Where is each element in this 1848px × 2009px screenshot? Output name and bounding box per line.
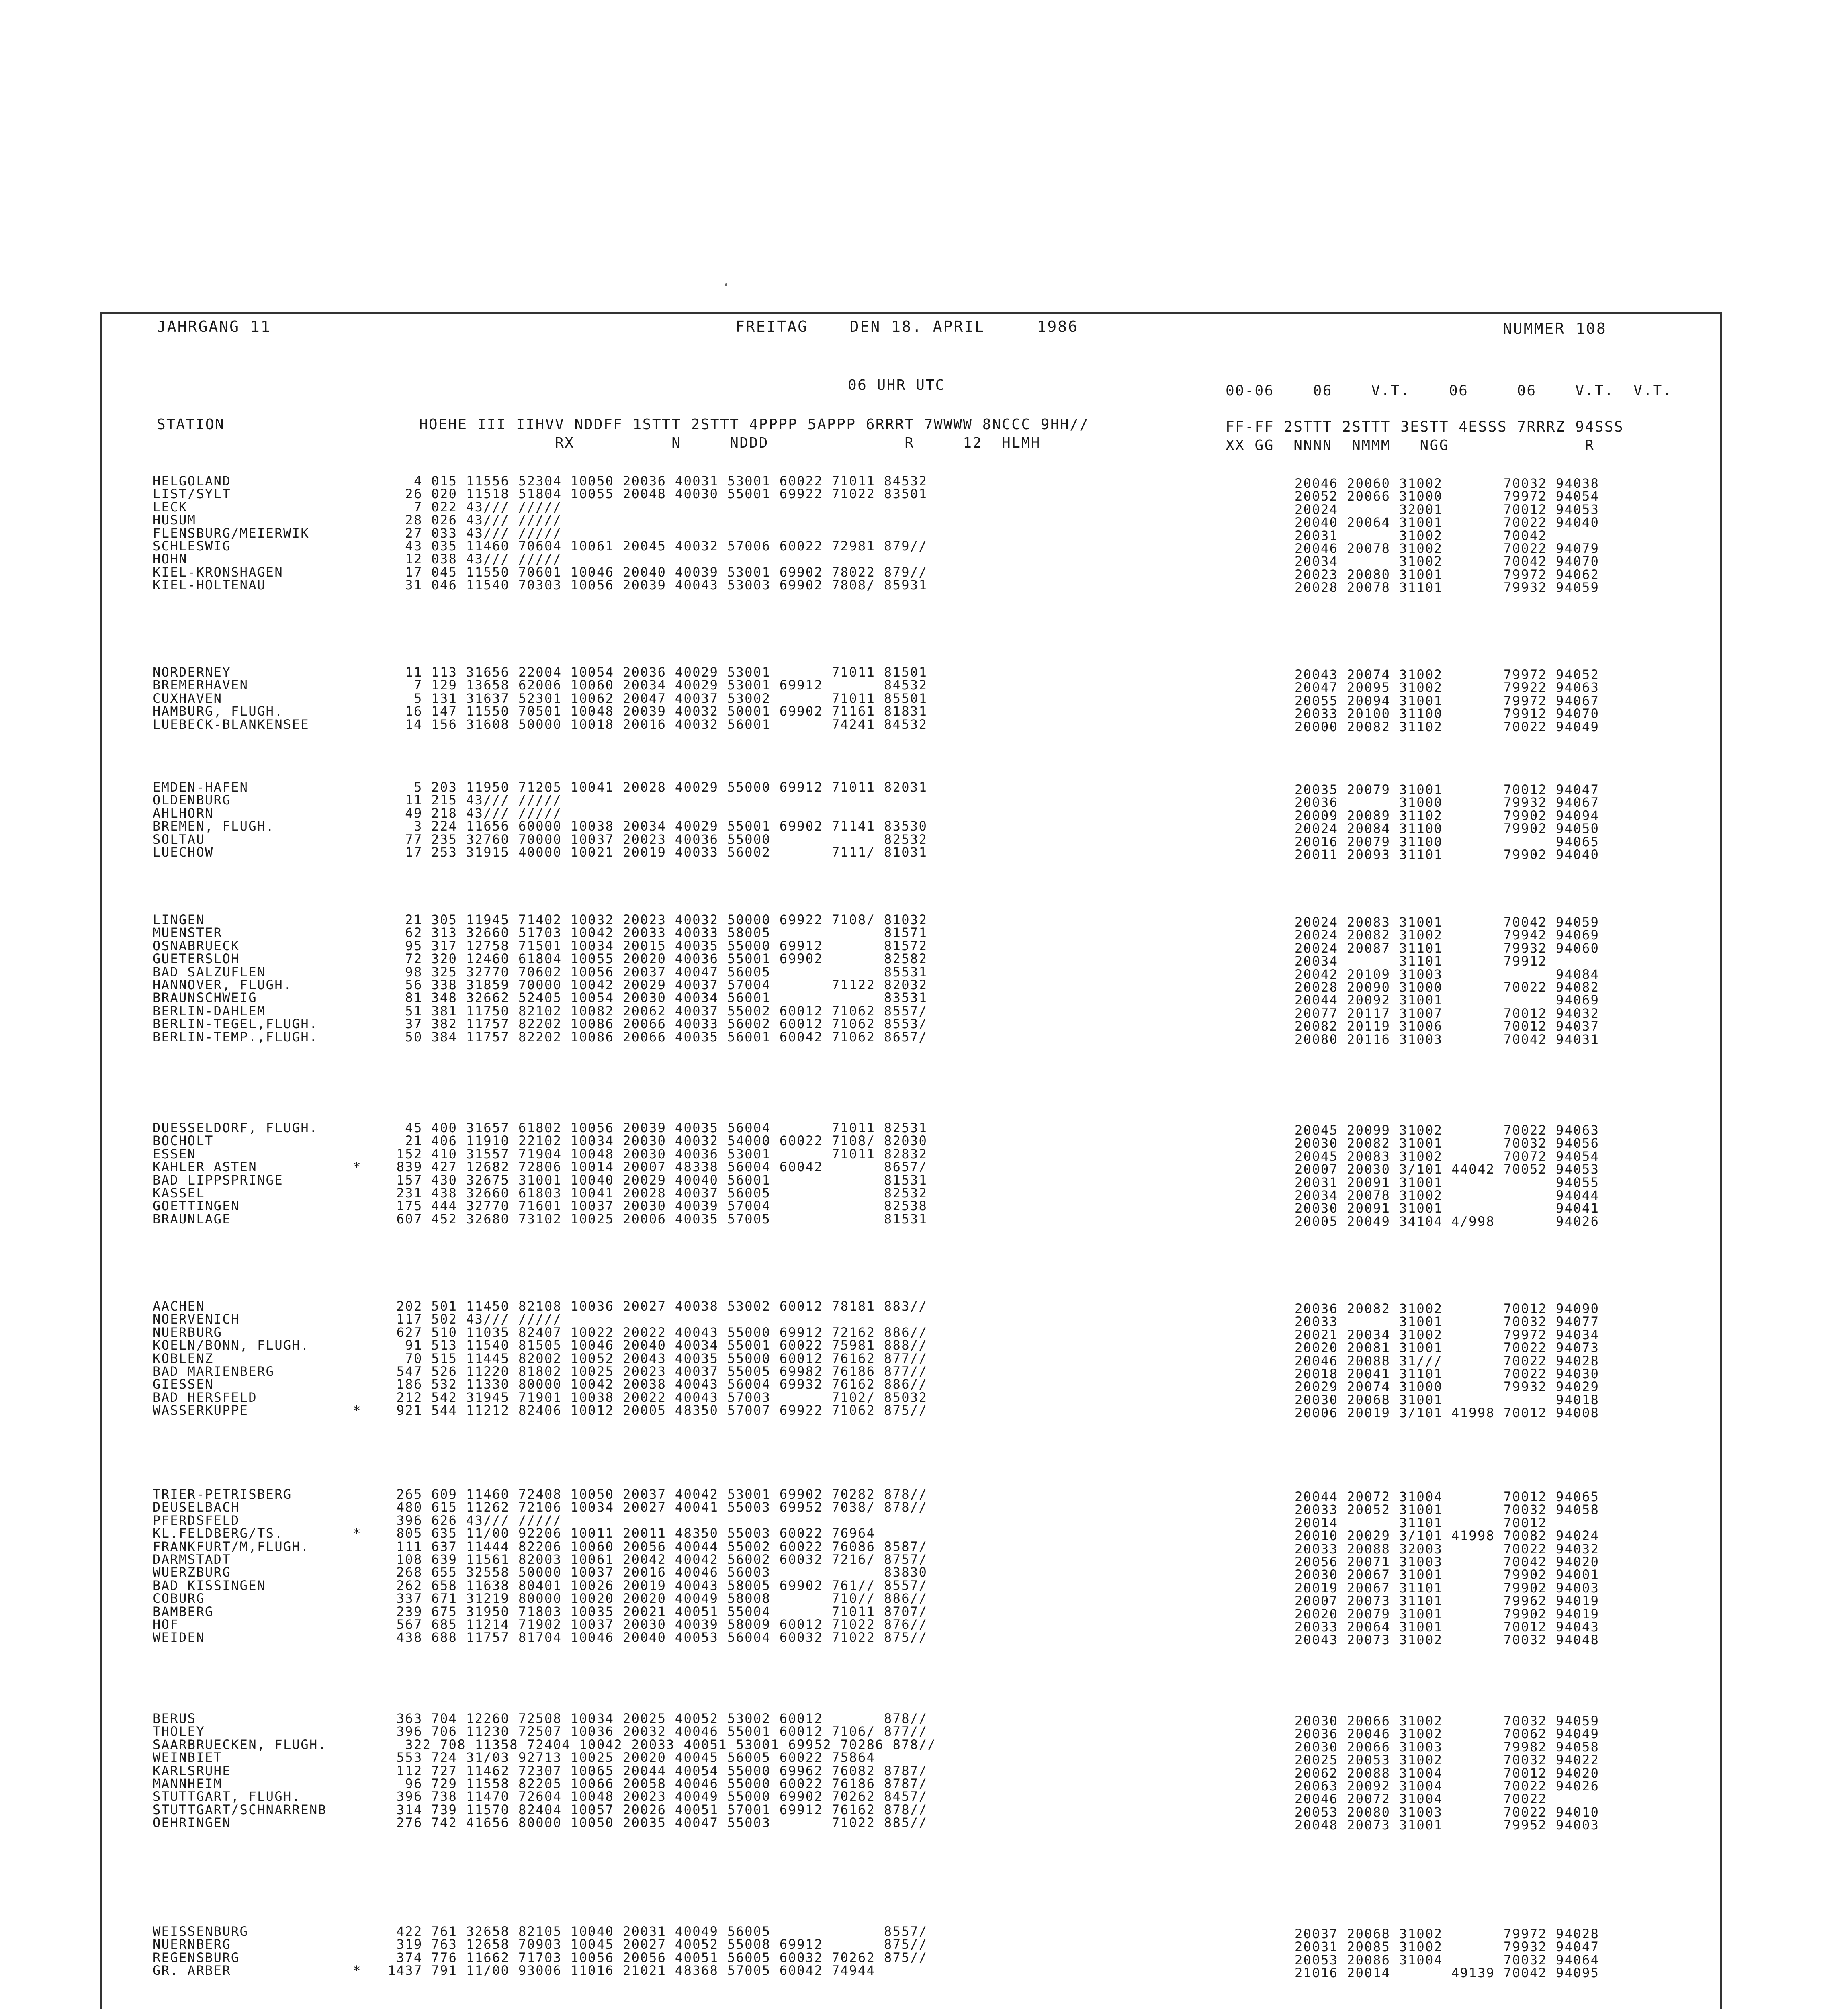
station-row: SAARBRUECKEN, FLUGH. 322 708 11358 72404 10042 20033 40051 53001 69952 70286 878//: [153, 1737, 936, 1752]
station-row: WEIDEN 438 688 11757 81704 10046 20040 40053 56004 60032 71022 875//: [153, 1630, 928, 1645]
station-row-extra: 20028 20078 31101 79932 94059: [1295, 580, 1600, 595]
station-row-extra: 20028 20090 31000 70022 94082: [1295, 980, 1600, 995]
station-row: HUSUM 28 026 43/// /////: [153, 512, 562, 528]
station-row: STUTTGART, FLUGH. 396 738 11470 72604 10048 20023 40049 55000 69902 70262 8457/: [153, 1789, 928, 1804]
station-row: WEINBIET 553 724 31/03 92713 10025 20020 40045 56005 60022 75864: [153, 1750, 876, 1766]
station-row: BRAUNLAGE 607 452 32680 73102 10025 20006 40035 57005 81531: [153, 1211, 928, 1227]
station-row: BAD KISSINGEN 262 658 11638 80401 10026 20019 40043 58005 69902 761// 8557/: [153, 1577, 928, 1593]
station-row: KARLSRUHE 112 727 11462 72307 10065 20044 40054 55000 69962 76082 8787/: [153, 1763, 928, 1778]
station-row: OSNABRUECK 95 317 12758 71501 10034 20015 40035 55000 69912 81572: [153, 938, 928, 953]
station-row-extra: 20036 20082 31002 70012 94090: [1295, 1301, 1600, 1316]
station-row-extra: 20024 20084 31100 79902 94050: [1295, 821, 1600, 837]
station-row: NUERBURG 627 510 11035 82407 10022 20022 40043 55000 69912 72162 886//: [153, 1324, 928, 1340]
station-row: MANNHEIM 96 729 11558 82205 10066 20058 40046 55000 60022 76186 8787/: [153, 1776, 928, 1791]
station-row-extra: 20056 20071 31003 70042 94020: [1295, 1554, 1600, 1569]
station-row: SCHLESWIG 43 035 11460 70604 10061 20045 40032 57006 60022 72981 879//: [153, 538, 928, 554]
station-row-extra: 20030 20068 31001 94018: [1295, 1392, 1600, 1408]
column-head-codes: STATION HOEHE III IIHVV NDDFF 1STTT 2STTT 4PPPP 5APPP 6RRRT 7WWWW 8NCCC 9HH//: [157, 416, 1089, 433]
station-row-extra: 20045 20099 31002 70022 94063: [1295, 1123, 1600, 1138]
station-row-extra: 21016 20014 49139 70042 94095: [1295, 1965, 1600, 1981]
station-row: FRANKFURT/M,FLUGH. 111 637 11444 82206 10060 20056 40044 55002 60022 76086 8587/: [153, 1538, 928, 1554]
station-row-extra: 20044 20072 31004 70012 94065: [1295, 1489, 1600, 1504]
station-row-extra: 20046 20060 31002 70032 94038: [1295, 476, 1600, 491]
station-row: LIST/SYLT 26 020 11518 51804 10055 20048 40030 55001 69922 71022 83501: [153, 486, 928, 502]
station-row-extra: 20019 20067 31101 79902 94003: [1295, 1580, 1600, 1596]
station-row: BAD MARIENBERG 547 526 11220 81802 10025 20023 40037 55005 69982 76186 877//: [153, 1364, 928, 1379]
station-row-extra: 20031 20091 31001 94055: [1295, 1174, 1600, 1190]
station-row: KOBLENZ 70 515 11445 82002 10052 20043 40035 55000 60012 76162 877//: [153, 1350, 928, 1366]
station-row: LUECHOW 17 253 31915 40000 10021 20019 40033 56002 7111/ 81031: [153, 845, 928, 860]
station-row-extra: 20055 20094 31001 79972 94067: [1295, 693, 1600, 708]
station-row-extra: 20033 20064 31001 70012 94043: [1295, 1619, 1600, 1635]
station-row-extra: 20035 20079 31001 70012 94047: [1295, 782, 1600, 797]
station-row: OEHRINGEN 276 742 41656 80000 10050 20035 40047 55003 71022 885//: [153, 1815, 928, 1831]
station-row-extra: 20021 20034 31002 79972 94034: [1295, 1327, 1600, 1342]
station-row-extra: 20044 20092 31001 94069: [1295, 992, 1600, 1008]
station-row-extra: 20062 20088 31004 70012 94020: [1295, 1765, 1600, 1781]
column-head-right-1: 00-06 06 V.T. 06 06 V.T. V.T.: [1226, 383, 1672, 399]
station-row-extra: 20010 20029 3/101 41998 70082 94024: [1295, 1528, 1600, 1544]
station-row-extra: 20007 20073 31101 79962 94019: [1295, 1593, 1600, 1609]
station-row-extra: 20000 20082 31102 70022 94049: [1295, 719, 1600, 734]
station-row: SOLTAU 77 235 32760 70000 10037 20023 40036 55000 82532: [153, 831, 928, 847]
station-row-extra: 20046 20072 31004 70022: [1295, 1791, 1547, 1807]
station-row: CUXHAVEN 5 131 31637 52301 10062 20047 40037 53002 71011 85501: [153, 690, 928, 706]
station-row: BERLIN-TEMP.,FLUGH. 50 384 11757 82202 10086 20066 40035 56001 60042 71062 8657/: [153, 1029, 928, 1045]
station-row-extra: 20031 20085 31002 79932 94047: [1295, 1939, 1600, 1955]
station-row: KL.FELDBERG/TS. * 805 635 11/00 92206 10011 20011 48350 55003 60022 76964: [153, 1526, 876, 1541]
station-row-extra: 20030 20091 31001 94041: [1295, 1201, 1600, 1216]
station-row-extra: 20009 20089 31102 79902 94094: [1295, 808, 1600, 823]
station-row: GUETERSLOH 72 320 12460 61804 10055 20020 40036 55001 69902 82582: [153, 951, 928, 967]
station-row-extra: 20030 20066 31002 70032 94059: [1295, 1713, 1600, 1729]
date-line: FREITAG DEN 18. APRIL 1986: [735, 318, 1079, 336]
station-row-extra: 20011 20093 31101 79902 94040: [1295, 847, 1600, 862]
station-row-extra: 20033 31001 70032 94077: [1295, 1314, 1600, 1330]
station-row: BERUS 363 704 12260 72508 10034 20025 40052 53002 60012 878//: [153, 1711, 928, 1726]
station-row: KIEL-KRONSHAGEN 17 045 11550 70601 10046 20040 40039 53001 69902 78022 879//: [153, 564, 928, 580]
station-row-extra: 20048 20073 31001 79952 94003: [1295, 1817, 1600, 1833]
station-row: NUERNBERG 319 763 12658 70903 10045 20027 40052 55008 69912 875//: [153, 1937, 928, 1952]
station-row-extra: 20030 20067 31001 79902 94001: [1295, 1567, 1600, 1583]
station-row: HELGOLAND 4 015 11556 52304 10050 20036 40031 53001 60022 71011 84532: [153, 473, 928, 489]
station-row: HANNOVER, FLUGH. 56 338 31859 70000 10042 20029 40037 57004 71122 82032: [153, 977, 928, 992]
station-row-extra: 20082 20119 31006 70012 94037: [1295, 1019, 1600, 1034]
station-row: BERLIN-TEGEL,FLUGH. 37 382 11757 82202 10086 20066 40033 56002 60012 71062 8553/: [153, 1016, 928, 1032]
station-row-extra: 20043 20073 31002 70032 94048: [1295, 1632, 1600, 1648]
station-row: WUERZBURG 268 655 32558 50000 10037 20016 40046 56003 83830: [153, 1565, 928, 1580]
station-row: REGENSBURG 374 776 11662 71703 10056 20056 40051 56005 60032 70262 875//: [153, 1950, 928, 1965]
issue-number: NUMMER 108: [1503, 320, 1607, 338]
station-row: LECK 7 022 43/// /////: [153, 499, 562, 515]
station-row-extra: 20042 20109 31003 94084: [1295, 966, 1600, 982]
station-row: LUEBECK-BLANKENSEE 14 156 31608 50000 10018 20016 40032 56001 74241 84532: [153, 716, 928, 732]
station-row: NORDERNEY 11 113 31656 22004 10054 20036 40029 53001 71011 81501: [153, 665, 928, 680]
station-row: STUTTGART/SCHNARRENB 314 739 11570 82404 10057 20026 40051 57001 69912 76162 878//: [153, 1802, 928, 1817]
station-row: KAHLER ASTEN * 839 427 12682 72806 10014 20007 48338 56004 60042 8657/: [153, 1159, 928, 1175]
station-row-extra: 20036 31000 79932 94067: [1295, 795, 1600, 810]
station-row-extra: 20053 20086 31004 70032 94064: [1295, 1952, 1600, 1968]
station-row-extra: 20024 20087 31101 79932 94060: [1295, 940, 1600, 956]
station-row: DUESSELDORF, FLUGH. 45 400 31657 61802 10056 20039 40035 56004 71011 82531: [153, 1120, 928, 1135]
station-row-extra: 20018 20041 31101 70022 94030: [1295, 1366, 1600, 1381]
station-row-extra: 20023 20080 31001 79972 94062: [1295, 567, 1600, 582]
station-row-extra: 20047 20095 31002 79922 94063: [1295, 680, 1600, 696]
station-row-extra: 20036 20046 31002 70062 94049: [1295, 1726, 1600, 1742]
station-row-extra: 20014 31101 70012: [1295, 1515, 1547, 1530]
station-row: WASSERKUPPE * 921 544 11212 82406 10012 20005 48350 57007 69922 71062 875//: [153, 1403, 928, 1418]
station-row: BAD LIPPSPRINGE 157 430 32675 31001 10040 20029 40040 56001 81531: [153, 1172, 928, 1188]
station-row: OLDENBURG 11 215 43/// /////: [153, 792, 562, 808]
station-row-extra: 20033 20052 31001 70032 94058: [1295, 1502, 1600, 1518]
column-head-right-2: FF-FF 2STTT 2STTT 3ESTT 4ESSS 7RRRZ 94SSS: [1226, 419, 1624, 435]
station-row: FLENSBURG/MEIERWIK 27 033 43/// /////: [153, 525, 562, 541]
station-row-extra: 20080 20116 31003 70042 94031: [1295, 1031, 1600, 1047]
station-row-extra: 20030 20066 31003 79982 94058: [1295, 1739, 1600, 1755]
station-row: BREMEN, FLUGH. 3 224 11656 60000 10038 20034 40029 55001 69902 71141 83530: [153, 818, 928, 834]
station-row: KOELN/BONN, FLUGH. 91 513 11540 81505 10046 20040 40034 55001 60022 75981 888//: [153, 1338, 928, 1353]
station-row: ESSEN 152 410 31557 71904 10048 20030 40036 53001 71011 82832: [153, 1146, 928, 1162]
station-row: DARMSTADT 108 639 11561 82003 10061 20042 40042 56002 60032 7216/ 8757/: [153, 1552, 928, 1567]
station-row-extra: 20007 20030 3/101 44042 70052 94053: [1295, 1162, 1600, 1177]
station-row: HOHN 12 038 43/// /////: [153, 551, 562, 567]
station-row: AACHEN 202 501 11450 82108 10036 20027 40038 53002 60012 78181 883//: [153, 1299, 928, 1314]
station-row-extra: 20034 20078 31002 94044: [1295, 1188, 1600, 1203]
column-head-right-3: XX GG NNNN NMMM NGG R: [1226, 437, 1595, 454]
scan-speck: [725, 283, 727, 286]
station-row: THOLEY 396 706 11230 72507 10036 20032 40046 55001 60012 7106/ 877//: [153, 1724, 928, 1739]
station-row: NOERVENICH 117 502 43/// /////: [153, 1311, 562, 1327]
station-row: HAMBURG, FLUGH. 16 147 11550 70501 10048 20039 40032 50001 69902 71161 81831: [153, 704, 928, 719]
station-row: KIEL-HOLTENAU 31 046 11540 70303 10056 20039 40043 53003 69902 7808/ 85931: [153, 577, 928, 593]
station-row-extra: 20020 20081 31001 70022 94073: [1295, 1340, 1600, 1356]
station-row-extra: 20030 20082 31001 70032 94056: [1295, 1135, 1600, 1151]
station-row: BOCHOLT 21 406 11910 22102 10034 20030 40032 54000 60022 7108/ 82030: [153, 1133, 928, 1149]
station-row-extra: 20046 20078 31002 70022 94079: [1295, 541, 1600, 556]
station-row: BAD SALZUFLEN 98 325 32770 70602 10056 20037 40047 56005 85531: [153, 964, 928, 980]
station-row: EMDEN-HAFEN 5 203 11950 71205 10041 20028 40029 55000 69912 71011 82031: [153, 779, 928, 795]
station-row: WEISSENBURG 422 761 32658 82105 10040 20031 40049 56005 8557/: [153, 1924, 928, 1939]
station-row-extra: 20034 31002 70042 94070: [1295, 554, 1600, 569]
station-row: BREMERHAVEN 7 129 13658 62006 10060 20034 40029 53001 69912 84532: [153, 677, 928, 693]
station-row-extra: 20025 20053 31002 70032 94022: [1295, 1752, 1600, 1768]
station-row-extra: 20033 20088 32003 70022 94032: [1295, 1541, 1600, 1557]
station-row: COBURG 337 671 31219 80000 10020 20020 40049 58008 710// 886//: [153, 1591, 928, 1606]
station-row-extra: 20029 20074 31000 79932 94029: [1295, 1379, 1600, 1395]
station-row: PFERDSFELD 396 626 43/// /////: [153, 1512, 562, 1528]
station-row-extra: 20020 20079 31001 79902 94019: [1295, 1606, 1600, 1622]
column-head-subcodes: RX N NDDD R 12 HLMH: [157, 435, 1041, 451]
station-row: TRIER-PETRISBERG 265 609 11460 72408 10050 20037 40042 53001 69902 70282 878//: [153, 1487, 928, 1502]
station-row-extra: 20063 20092 31004 70022 94026: [1295, 1778, 1600, 1794]
station-row: BAD HERSFELD 212 542 31945 71901 10038 20022 40043 57003 7102/ 85032: [153, 1389, 928, 1405]
station-row: HOF 567 685 11214 71902 10037 20030 40039 58009 60012 71022 876//: [153, 1617, 928, 1632]
station-row-extra: 20037 20068 31002 79972 94028: [1295, 1926, 1600, 1941]
jahrgang-label: JAHRGANG 11: [157, 318, 271, 336]
station-row: GR. ARBER * 1437 791 11/00 93006 11016 21021 48368 57005 60042 74944: [153, 1963, 876, 1978]
station-row-extra: 20052 20066 31000 79972 94054: [1295, 489, 1600, 504]
station-row-extra: 20034 31101 79912: [1295, 953, 1547, 969]
station-row: MUENSTER 62 313 32660 51703 10042 20033 40033 58005 81571: [153, 925, 928, 941]
station-row: BAMBERG 239 675 31950 71803 10035 20021 40051 55004 71011 8707/: [153, 1604, 928, 1619]
station-row-extra: 20046 20088 31/// 70022 94028: [1295, 1353, 1600, 1369]
station-row: DEUSELBACH 480 615 11262 72106 10034 20027 40041 55003 69952 7038/ 878//: [153, 1500, 928, 1515]
station-row: BRAUNSCHWEIG 81 348 32662 52405 10054 20030 40034 56001 83531: [153, 990, 928, 1006]
station-row: GOETTINGEN 175 444 32770 71601 10037 20030 40039 57004 82538: [153, 1198, 928, 1214]
station-row: AHLHORN 49 218 43/// /////: [153, 805, 562, 821]
station-row: BERLIN-DAHLEM 51 381 11750 82102 10082 20062 40037 55002 60012 71062 8557/: [153, 1003, 928, 1019]
station-row-extra: 20024 20083 31001 70042 94059: [1295, 914, 1600, 930]
station-row-extra: 20031 31002 70042: [1295, 528, 1547, 543]
station-row-extra: 20043 20074 31002 79972 94052: [1295, 667, 1600, 682]
station-row-extra: 20005 20049 34104 4/998 94026: [1295, 1213, 1600, 1229]
station-row-extra: 20016 20079 31100 94065: [1295, 834, 1600, 849]
station-row-extra: 20053 20080 31003 70022 94010: [1295, 1804, 1600, 1820]
station-row-extra: 20033 20100 31100 79912 94070: [1295, 706, 1600, 722]
station-row-extra: 20040 20064 31001 70022 94040: [1295, 515, 1600, 530]
station-row-extra: 20045 20083 31002 70072 94054: [1295, 1148, 1600, 1164]
station-row-extra: 20077 20117 31007 70012 94032: [1295, 1005, 1600, 1021]
station-row: GIESSEN 186 532 11330 80000 10042 20038 40043 56004 69932 76162 886//: [153, 1377, 928, 1392]
station-row: KASSEL 231 438 32660 61803 10041 20028 40037 56005 82532: [153, 1185, 928, 1201]
station-row-extra: 20024 32001 70012 94053: [1295, 501, 1600, 517]
station-row-extra: 20024 20082 31002 79942 94069: [1295, 927, 1600, 943]
column-head-time: 06 UHR UTC: [848, 377, 945, 393]
station-row-extra: 20006 20019 3/101 41998 70012 94008: [1295, 1405, 1600, 1421]
station-row: LINGEN 21 305 11945 71402 10032 20023 40032 50000 69922 7108/ 81032: [153, 912, 928, 927]
